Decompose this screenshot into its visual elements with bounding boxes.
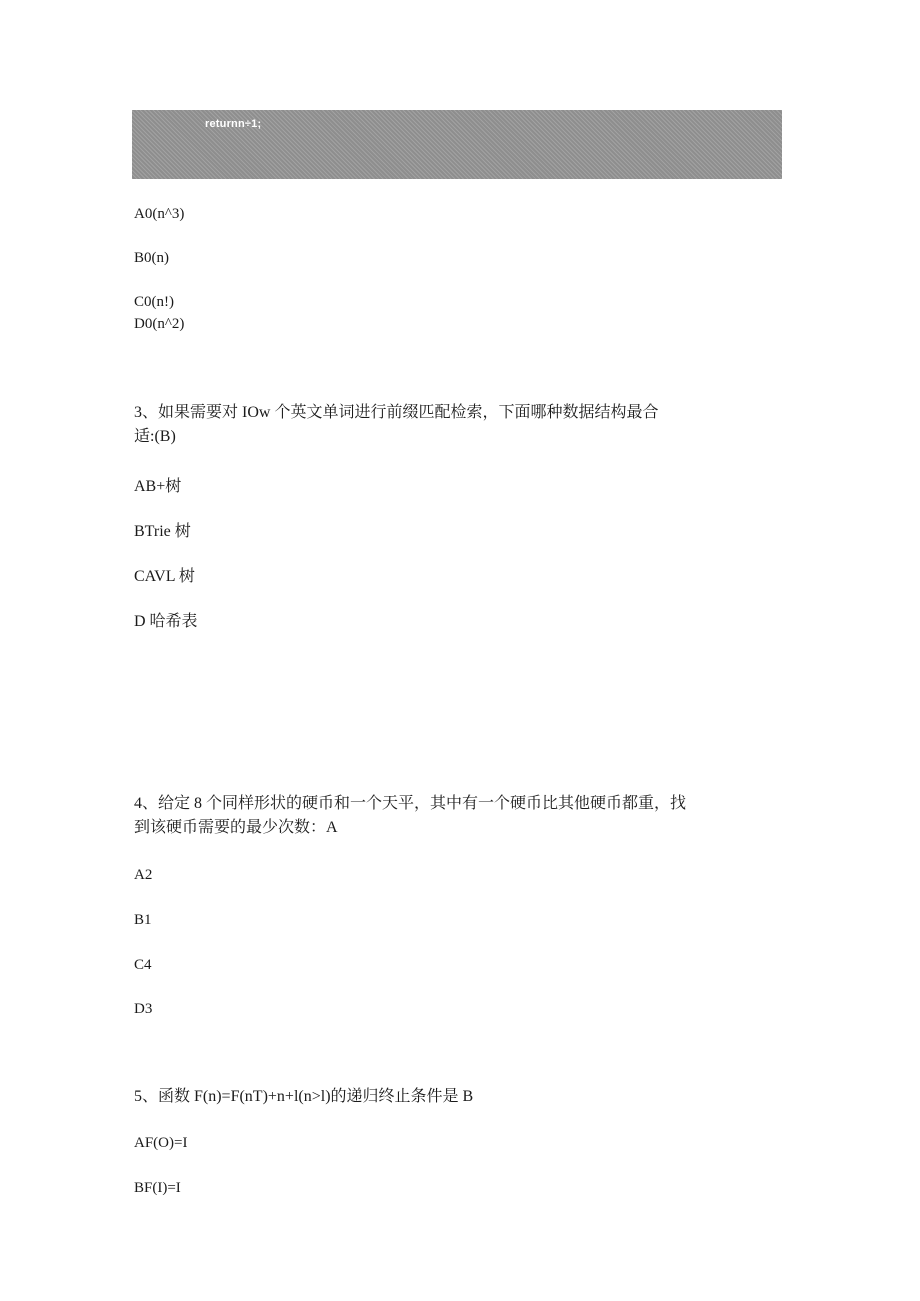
q3-option-c: CAVL 树 xyxy=(134,568,195,585)
q2-option-d: D0(n^2) xyxy=(134,316,185,332)
q3-option-b: BTrie 树 xyxy=(134,523,191,540)
question-4-line-2: 到该硬币需要的最少次数：A xyxy=(134,819,338,836)
code-block xyxy=(132,110,782,179)
q4-option-a: A2 xyxy=(134,867,153,883)
q4-option-d: D3 xyxy=(134,1001,153,1017)
question-3-line-2: 适:(B) xyxy=(134,428,176,445)
code-line: returnn÷1; xyxy=(205,118,262,130)
q5-option-b: BF(I)=I xyxy=(134,1180,181,1196)
question-3-line-1: 3、如果需要对 IOw 个英文单词进行前缀匹配检索，下面哪种数据结构最合 xyxy=(134,404,659,421)
q2-option-c: C0(n!) xyxy=(134,294,174,310)
q4-option-b: B1 xyxy=(134,912,152,928)
question-5: 5、函数 F(n)=F(nT)+n+l(n>l)的递归终止条件是 B xyxy=(134,1088,474,1105)
q2-option-b: B0(n) xyxy=(134,250,169,266)
q5-option-a: AF(O)=I xyxy=(134,1135,188,1151)
question-4-line-1: 4、给定 8 个同样形状的硬币和一个天平，其中有一个硬币比其他硬币都重，找 xyxy=(134,795,687,812)
q3-option-a: AB+树 xyxy=(134,478,182,495)
question-4 xyxy=(134,792,774,840)
q2-option-a: A0(n^3) xyxy=(134,206,185,222)
q4-option-c: C4 xyxy=(134,957,152,973)
q3-option-d: D 哈希表 xyxy=(134,613,198,630)
question-3 xyxy=(134,401,774,449)
